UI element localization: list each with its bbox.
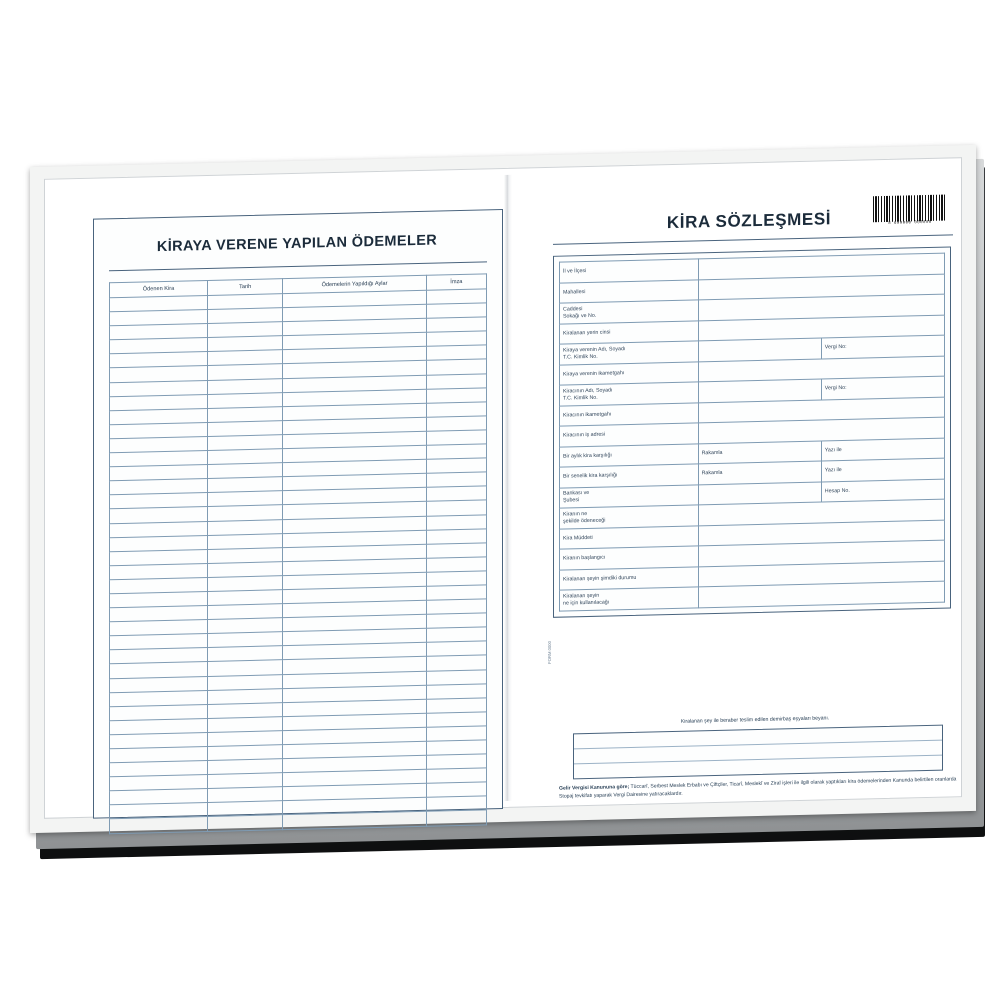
right-page [539,184,959,819]
payments-cell[interactable] [426,430,486,446]
payments-cell[interactable] [426,740,486,756]
payments-cell[interactable] [426,444,486,460]
book-cover [30,145,976,833]
footer-legal-heading: Gelir Vergisi Kanununa göre; [559,784,630,792]
payments-cell[interactable] [426,345,486,361]
payments-cell[interactable] [426,613,486,629]
payments-cell[interactable] [426,571,486,587]
payments-cell[interactable] [426,472,486,488]
payments-cell[interactable] [426,458,486,474]
contract-field-label: İl ve İlçesi [560,259,699,283]
barcode-digits: 8 690000 000000 [888,220,932,226]
payments-cell[interactable] [283,812,426,829]
payments-col-tarih: Tarih [208,279,283,296]
contract-table-body [560,253,945,611]
footer-legal-body: Tüccarî, Serbest Meslek Erbabı ve Çiftçiler, Ticarî, Meslekî ve Ziraî işleri ile ilgili olarak yaptıkları kira ödemelerinden Kanunda belirtilen oranlarda Stopaj tevkifatı yaparak Vergi Dairesine yatıracaklardır. [559,776,957,800]
contract-form-box [553,246,951,617]
payments-cell[interactable] [426,655,486,671]
contract-field-label: Bir senelik kira karşılığı [560,464,699,488]
declaration-note: Kiralanan şey ile beraber teslim edilen demirbaş eşyaları beyanı. [680,715,830,725]
contract-field-value[interactable] [698,481,821,504]
contract-field-label: Kiracının ikametgahı [560,402,699,426]
payments-cell[interactable] [426,486,486,502]
payments-table-body [110,289,487,833]
payments-cell[interactable] [426,416,486,432]
contract-field-label: Bankası ve Şubesi [560,484,699,508]
payments-cell[interactable] [426,500,486,516]
payments-cell[interactable] [426,599,486,615]
payments-cell[interactable] [426,331,486,347]
contract-fields-table [559,253,945,612]
contract-field-sublabel-1[interactable]: Rakamla [698,440,821,463]
payments-cell[interactable] [426,754,486,770]
contract-field-label: Bir aylık kira karşılığı [560,443,699,467]
payments-cell[interactable] [426,712,486,728]
left-page [93,209,503,819]
contract-field-label: Kiracının iş adresi [560,423,699,447]
footer-legal-text [559,776,957,801]
right-page-title: KİRA SÖZLEŞMESİ [666,209,832,233]
payments-cell[interactable] [426,543,486,559]
payments-cell[interactable] [426,796,486,812]
payments-cell[interactable] [426,317,486,333]
contract-field-label: Kiraya verenin Adı, Soyadı T.C. Kimlik No. [560,341,699,365]
payments-cell[interactable] [426,782,486,798]
contract-field-label: Kiralanan şeyin ne için kullanılacağı [560,587,699,611]
payments-cell[interactable] [426,641,486,657]
contract-field-label: Mahallesi [560,279,699,303]
payments-cell[interactable] [426,684,486,700]
payments-cell[interactable] [208,815,283,831]
contract-field-value[interactable]: Vergi No: [821,335,944,358]
declaration-rule-1 [574,740,942,750]
contract-field-label: Caddesi Sokağı ve No. [560,300,699,324]
payments-cell[interactable] [426,627,486,643]
left-page-title: KİRAYA VERENE YAPILAN ÖDEMELER [156,232,438,256]
payments-cell[interactable] [426,373,486,389]
contract-field-sublabel-2[interactable]: Hesap No. [821,479,944,502]
payments-cell[interactable] [426,303,486,319]
contract-field-sublabel-2[interactable]: Yazı ile [821,438,944,461]
payments-cell[interactable] [426,402,486,418]
form-side-code: FORM 0000 [547,641,552,664]
contract-field-label: Kira Müddeti [560,525,699,549]
contract-field-value[interactable]: Vergi No: [821,376,944,399]
contract-field-label: Kiralanan şeyin şimdiki durumu [560,566,699,590]
cover-inner-frame [44,157,962,819]
contract-field-value[interactable] [698,581,944,607]
center-fold [504,175,512,801]
payments-cell[interactable] [426,388,486,404]
contract-field-sublabel-2[interactable]: Yazı ile [821,458,944,481]
contract-field-label: Kiranın ne şekilde ödeneceği [560,505,699,529]
declaration-box[interactable] [573,725,943,780]
rent-contract-notebook [18,148,980,848]
contract-field-sublabel-1[interactable] [698,379,821,402]
payments-cell[interactable] [426,514,486,530]
payments-table [109,273,487,833]
payments-cell[interactable] [426,810,486,826]
declaration-rule-2 [574,755,942,765]
payments-cell[interactable] [110,817,208,833]
contract-field-label: Kiralanan yerin cinsi [560,320,699,344]
payments-cell[interactable] [426,726,486,742]
payments-cell[interactable] [426,528,486,544]
payments-cell[interactable] [426,585,486,601]
payments-col-imza: İmza [426,274,486,290]
payments-cell[interactable] [426,698,486,714]
payments-col-odenen-kira: Ödenen Kira [110,280,208,297]
payments-cell[interactable] [426,669,486,685]
payments-table-wrap [109,273,487,804]
payments-cell[interactable] [426,557,486,573]
payments-cell[interactable] [426,289,486,305]
contract-field-sublabel-1[interactable] [698,338,821,361]
payments-cell[interactable] [426,768,486,784]
contract-field-label: Kiranın başlangıcı [560,546,699,570]
contract-field-label: Kiracının Adı, Soyadı T.C. Kimlik No. [560,382,699,406]
contract-field-sublabel-1[interactable]: Rakamla [698,461,821,484]
right-title-divider [553,234,953,244]
payments-col-aylar: Ödemelerin Yapıldığı Aylar [283,275,426,293]
payments-cell[interactable] [426,359,486,375]
contract-field-label: Kiraya verenin ikametgahı [560,361,699,385]
